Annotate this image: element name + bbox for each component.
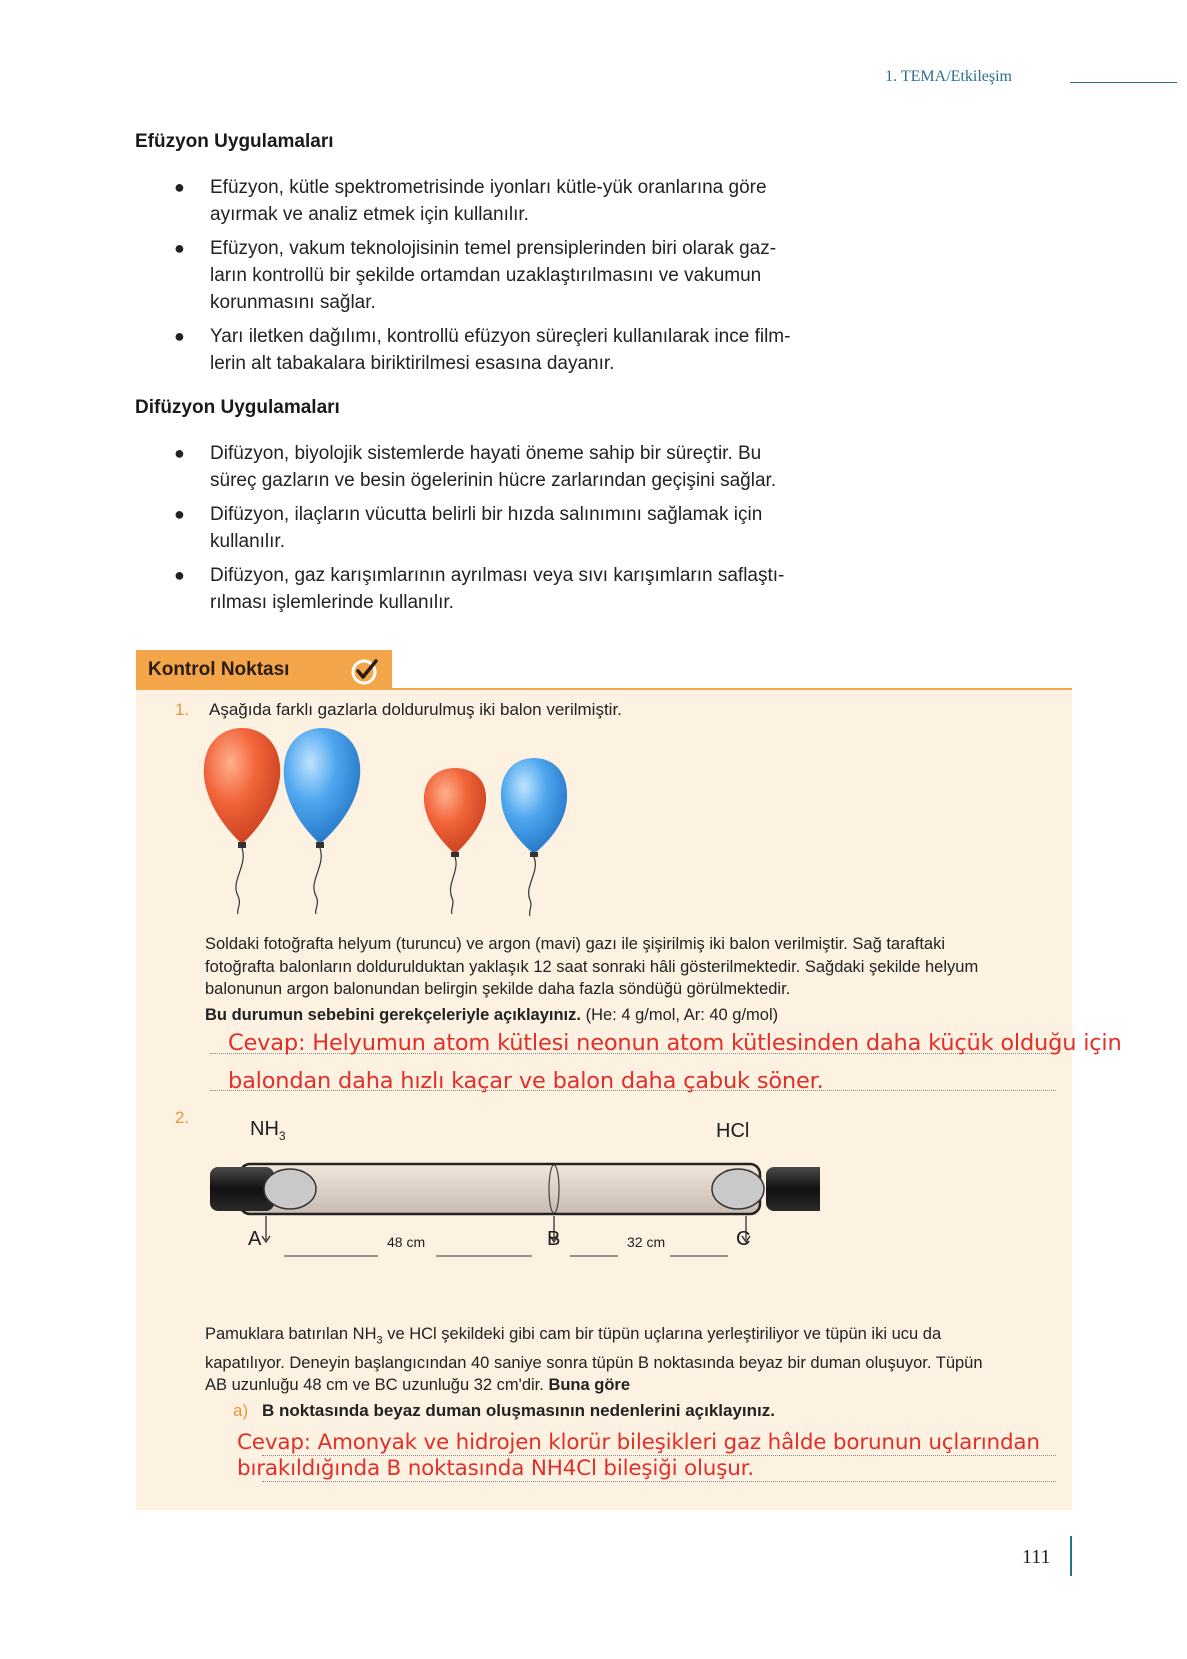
balloon-argon-large xyxy=(284,728,361,914)
question-1-number: 1. xyxy=(175,700,190,719)
list-item: ● Efüzyon, vakum teknolojisinin temel prensiplerinden biri olarak gaz- ların kontrollü bir şekilde ortamdan uzaklaştırılmasını ve vakumun korunmasını sağlar. xyxy=(174,238,777,313)
question-2-answer-line-2: bırakıldığında B noktasında NH4Cl bileşiği oluşur. xyxy=(237,1456,754,1481)
question-2-answer-line-1: Cevap: Amonyak ve hidrojen klorür bileşikleri gaz hâlde borunun uçlarından xyxy=(237,1430,1040,1455)
balloon-helium-large xyxy=(204,728,280,914)
page-number: 111 xyxy=(1022,1546,1051,1568)
question-1-instruction: Bu durumun sebebini gerekçeleriyle açıklayınız. (He: 4 g/mol, Ar: 40 g/mol) xyxy=(205,1006,779,1024)
header-separator: / xyxy=(946,68,951,85)
hcl-label: HCl xyxy=(716,1120,750,1142)
question-1-description: Soldaki fotoğrafta helyum (turuncu) ve argon (mavi) gazı ile şişirilmiş iki balon verilmiştir. Sağ taraftaki fotoğrafta balonların doldurulduktan yaklaşık 12 saat sonraki hâli gösterilmektedir. Sağdaki şekilde helyum balonunun argon balonundan belirgin şekilde daha fazla söndüğü görülmektedir. xyxy=(205,935,979,998)
cotton-nh3 xyxy=(264,1169,316,1209)
header-section: 1. TEMA xyxy=(885,68,947,85)
efuzyon-heading: Efüzyon Uygulamaları xyxy=(135,131,334,152)
nh3-label: $NH_3$ xyxy=(250,1118,286,1143)
cotton-hcl xyxy=(712,1169,764,1209)
question-1-answer-line-2: balondan daha hızlı kaçar ve balon daha çabuk söner. xyxy=(228,1068,824,1094)
difuzyon-list xyxy=(174,440,842,623)
sub-question-a-text: B noktasında beyaz duman oluşmasının nedenlerini açıklayınız. xyxy=(262,1401,775,1420)
balloon-argon-small xyxy=(501,758,567,916)
right-stopper xyxy=(766,1167,820,1211)
tube-diagram xyxy=(200,1126,820,1266)
glass-tube xyxy=(240,1164,760,1214)
balloon-helium-small xyxy=(424,768,486,914)
list-item: ● Difüzyon, ilaçların vücutta belirli bir hızda salınımını sağlamak için kullanılır. xyxy=(174,504,763,552)
balloons-photo xyxy=(190,726,590,916)
ab-length-label: 48 cm xyxy=(387,1234,426,1250)
page-number-bar xyxy=(1070,1536,1072,1576)
list-item: ● Difüzyon, biyolojik sistemlerde hayati öneme sahip bir süreçtir. Bu süreç gazların ve besin ögelerinin hücre zarlarından geçişini sağlar. xyxy=(174,443,777,491)
checkmark-icon xyxy=(350,656,380,686)
question-2-description: Pamuklara batırılan $NH_3$ ve HCl şekildeki gibi cam bir tüpün uçlarına yerleştiriliyor ve tüpün iki ucu da kapatılıyor. Deneyin başlangıcından 40 saniye sonra tüpün B noktasında beyaz bir duman oluşuyor. Tüpün AB uzunluğu 48 cm ve BC uzunluğu 32 cm'dir. Buna göre xyxy=(205,1325,983,1395)
point-a-label: A xyxy=(248,1228,262,1250)
kontrol-rule xyxy=(136,688,1072,690)
question-1-answer-line-1: Cevap: Helyumun atom kütlesi neonun atom kütlesinden daha küçük olduğu için xyxy=(228,1030,1122,1056)
answer-line-4 xyxy=(262,1481,1056,1482)
list-item: ● Difüzyon, gaz karışımlarının ayrılması veya sıvı karışımların saflaştı- rılması işlemlerinde kullanılır. xyxy=(174,565,785,613)
point-c-label: C xyxy=(736,1228,751,1250)
running-header xyxy=(885,68,1012,86)
header-rule xyxy=(1070,82,1177,83)
efuzyon-list xyxy=(174,174,842,384)
question-1-prompt: Aşağıda farklı gazlarla doldurulmuş iki balon verilmiştir. xyxy=(209,700,622,719)
list-item: ● Efüzyon, kütle spektrometrisinde iyonları kütle-yük oranlarına göre ayırmak ve analiz etmek için kullanılır. xyxy=(174,177,767,225)
kontrol-title: Kontrol Noktası xyxy=(148,659,290,680)
point-b-label: B xyxy=(547,1228,561,1250)
bc-length-label: 32 cm xyxy=(627,1234,666,1250)
list-item: ● Yarı iletken dağılımı, kontrollü efüzyon süreçleri kullanılarak ince film- lerin alt tabakalara biriktirilmesi esasına dayanır. xyxy=(174,326,791,374)
difuzyon-heading: Difüzyon Uygulamaları xyxy=(135,397,340,418)
header-topic: Etkileşim xyxy=(950,68,1012,85)
sub-question-a-label: a) xyxy=(233,1401,249,1420)
question-2-number: 2. xyxy=(175,1108,190,1127)
